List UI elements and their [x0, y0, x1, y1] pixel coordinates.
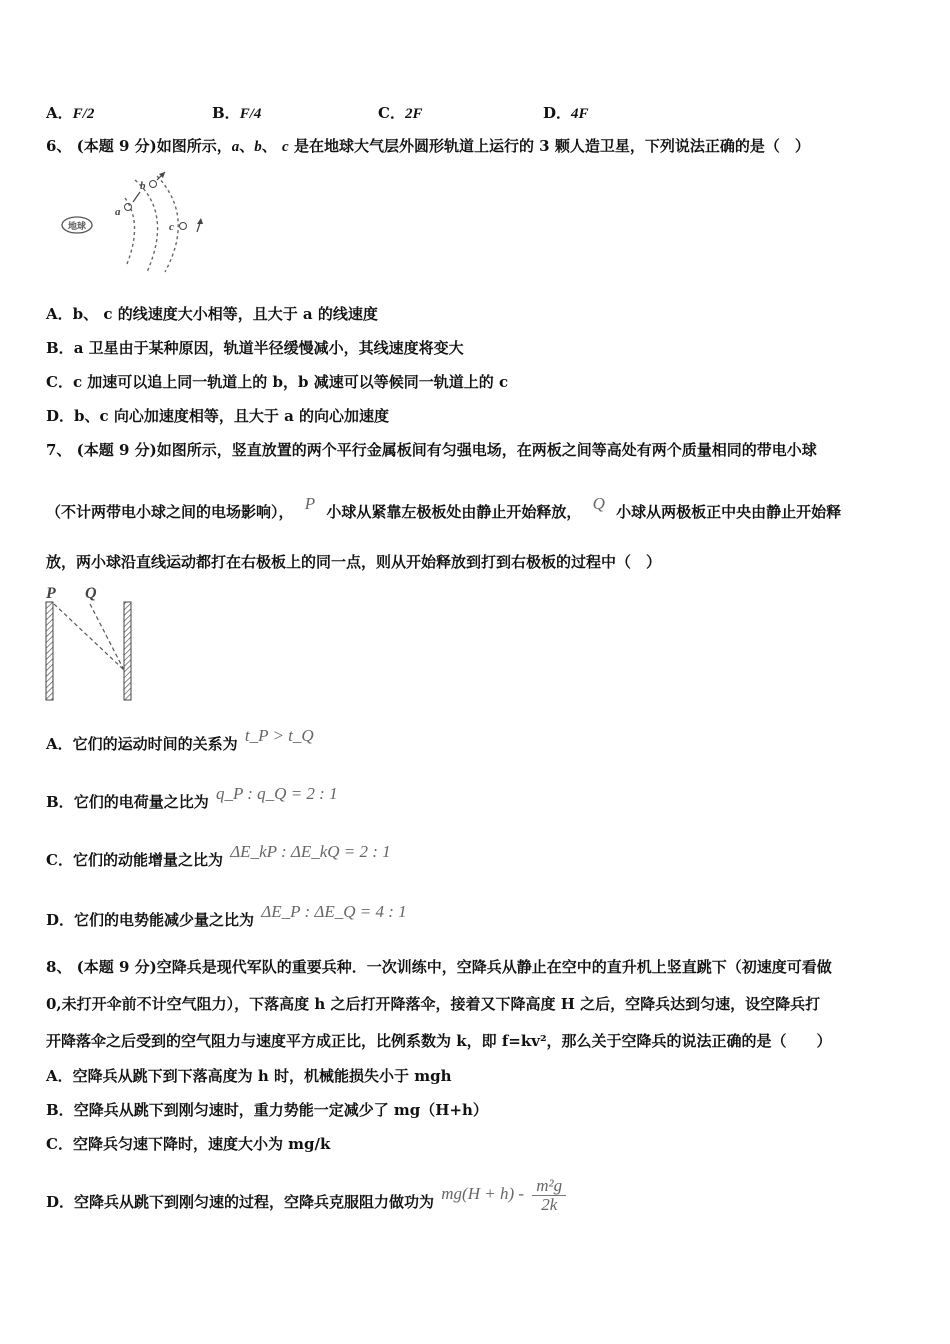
q8-stem-line1: 8、 (本题 9 分)空降兵是现代军队的重要兵种．一次训练中，空降兵从静止在空中的直升机上竖直跳下（初速度可看做: [46, 958, 832, 976]
q8-stem-line3: 开降落伞之后受到的空气阻力与速度平方成正比，比例系数为 k，即 f=kv²，那么关于空降兵的说法正确的是（ ）: [46, 1032, 832, 1050]
q8-option-b: B．空降兵从跳下到刚匀速时，重力势能一定减少了 mg（H+h）: [46, 1101, 488, 1119]
q7-option-d: D．它们的电势能减少量之比为 ΔE_P : ΔE_Q = 4 : 1: [46, 902, 407, 929]
q8-option-c: C．空降兵匀速下降时，速度大小为 mg/k: [46, 1135, 331, 1153]
label-q: Q: [85, 585, 97, 602]
left-plate: [46, 602, 53, 700]
q7-stem-line3: 放，两小球沿直线运动都打在右极板上的同一点，则从开始释放到打到右极板的过程中（ ）: [46, 553, 662, 571]
q6-option-b: B．a 卫星由于某种原因，轨道半径缓慢减小，其线速度将变大: [46, 339, 464, 357]
right-plate: [124, 602, 131, 700]
q7-stem-line1: 7、 (本题 9 分)如图所示，竖直放置的两个平行金属板间有匀强电场，在两板之间等高处有两个质量相同的带电小球: [46, 441, 817, 459]
q6-option-a: A．b、 c 的线速度大小相等，且大于 a 的线速度: [46, 305, 378, 323]
q6-stem: 6、 (本题 9 分)如图所示，a、b、 c 是在地球大气层外圆形轨道上运行的 3 颗人造卫星，下列说法正确的是（ ）: [46, 137, 810, 155]
q7-option-b: B．它们的电荷量之比为 q_P : q_Q = 2 : 1: [46, 784, 338, 811]
q6-option-d: D．b、c 向心加速度相等，且大于 a 的向心加速度: [46, 407, 390, 425]
q5-option-b: B．F/4: [212, 104, 262, 122]
earth-label: 地球: [68, 222, 87, 232]
q6-orbit-figure: [55, 168, 225, 274]
q8-stem-line2: 0,未打开伞前不计空气阻力），下落高度 h 之后打开降落伞，接着又下降高度 H 之后，空降兵达到匀速，设空降兵打: [46, 995, 821, 1013]
q7-stem-line2: （不计两带电小球之间的电场影响）， P 小球从紧靠左极板处由静止开始释放， Q 小球从两极板正中央由静止开始释: [46, 494, 842, 521]
q7-option-c: C．它们的动能增量之比为 ΔE_kP : ΔE_kQ = 2 : 1: [46, 842, 391, 869]
svg-text:b: b: [140, 180, 146, 192]
q7-plates-figure: [42, 584, 138, 704]
q7-formula-b: q_P : q_Q = 2 : 1: [215, 784, 338, 803]
q7-formula-a: t_P > t_Q: [244, 726, 314, 745]
q8-option-a: A．空降兵从跳下到下落高度为 h 时，机械能损失小于 mgh: [46, 1067, 452, 1085]
q7-option-a: A．它们的运动时间的关系为 t_P > t_Q: [46, 726, 314, 753]
svg-text:c: c: [169, 221, 174, 233]
q5-option-c: C．2F: [378, 104, 423, 122]
svg-text:a: a: [115, 206, 121, 218]
q8-option-d: D．空降兵从跳下到刚匀速的过程，空降兵克服阻力做功为 mg(H + h) - $\frac{\text{m²g}}{2k}$: [46, 1178, 566, 1226]
q5-option-d: D．4F: [543, 104, 589, 122]
q7-formula-c: ΔE_kP : ΔE_kQ = 2 : 1: [230, 842, 391, 861]
label-p: P: [46, 585, 56, 602]
q5-option-a: A．F/2: [46, 104, 95, 122]
q7-formula-d: ΔE_P : ΔE_Q = 4 : 1: [261, 902, 407, 921]
q6-option-c: C．c 加速可以追上同一轨道上的 b，b 减速可以等候同一轨道上的 c: [46, 373, 509, 391]
q8-formula-d: mg(H + h) - $\frac{\text{m²g}}{2k}$: [441, 1184, 566, 1203]
